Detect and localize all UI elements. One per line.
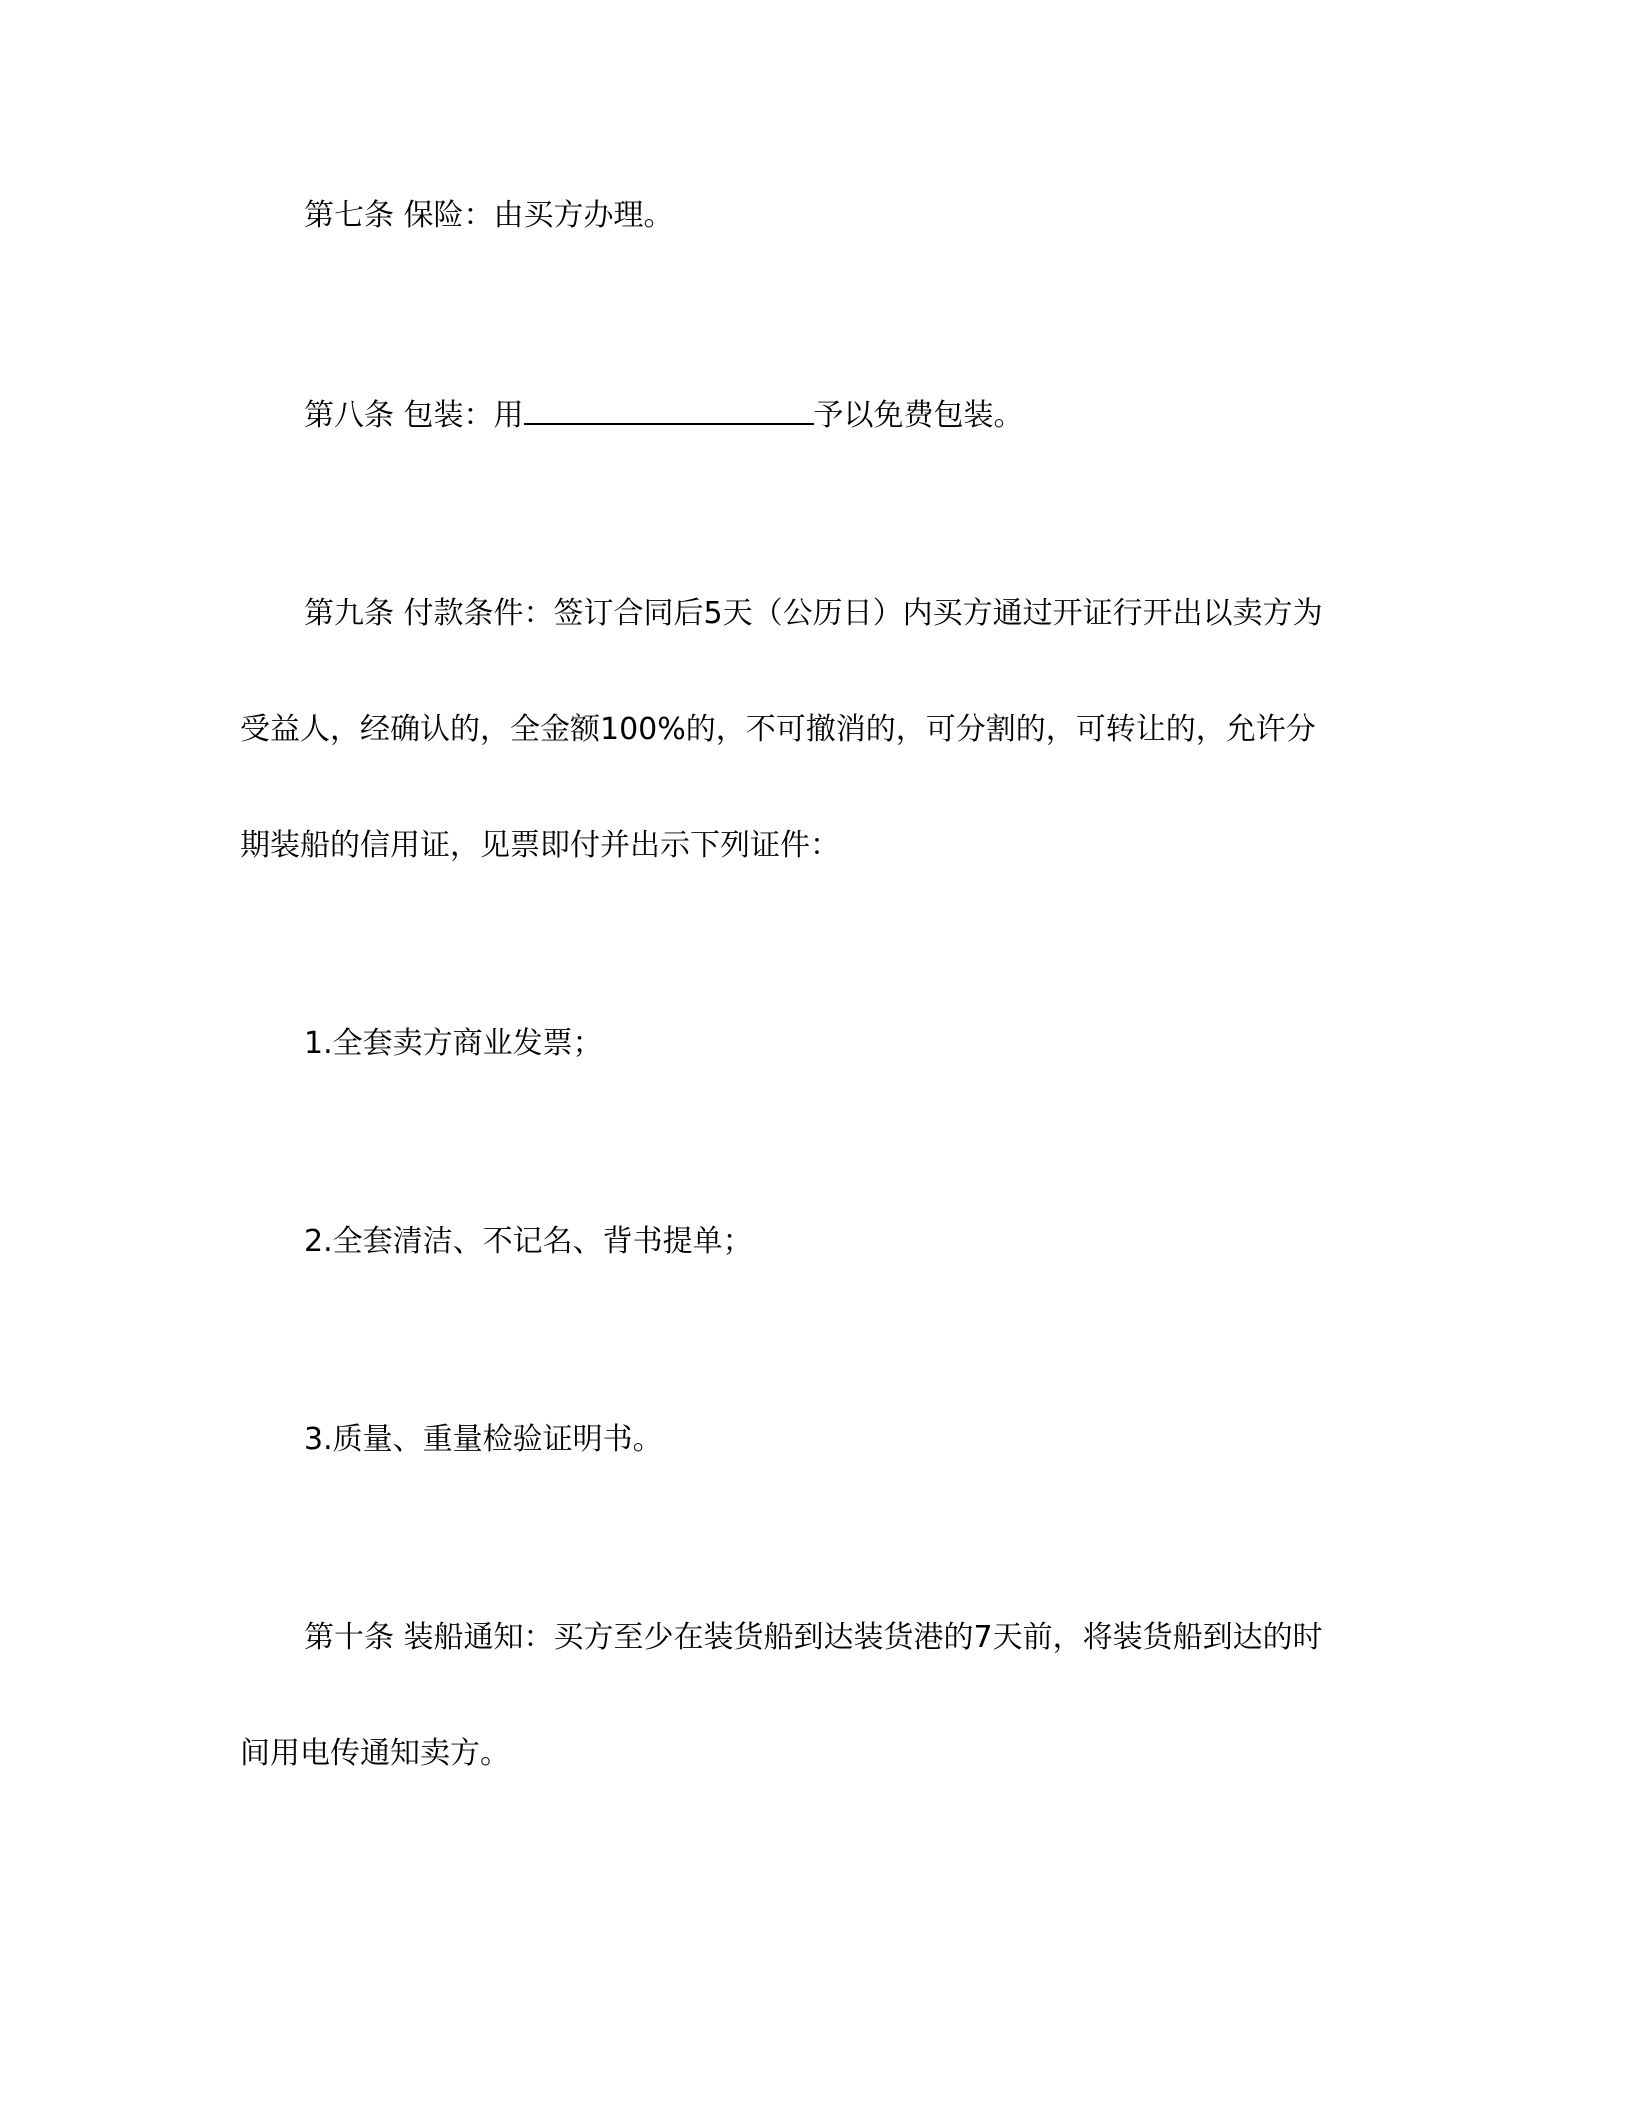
article-9-line-3: 期装船的信用证，见票即付并出示下列证件：: [240, 828, 840, 863]
article-8-suffix: 予以免费包装。: [813, 398, 1024, 433]
list-item-3: 3.质量、重量检验证明书。: [304, 1422, 663, 1457]
article-10-line-2: 间用电传通知卖方。: [240, 1736, 510, 1771]
article-8: [304, 396, 1454, 436]
article-9-line-1: 第九条 付款条件：签订合同后5天（公历日）内买方通过开证行开出以卖方为: [304, 596, 1323, 631]
article-7: 第七条 保险：由买方办理。: [304, 198, 674, 233]
list-item-1: 1.全套卖方商业发票；: [304, 1026, 603, 1061]
article-9-line-2: 受益人，经确认的，全金额100%的，不可撤消的，可分割的，可转让的，允许分: [240, 712, 1316, 747]
list-item-2: 2.全套清洁、不记名、背书提单；: [304, 1224, 753, 1259]
article-10-line-1: 第十条 装船通知：买方至少在装货船到达装货港的7天前，将装货船到达的时: [304, 1620, 1323, 1655]
article-8-prefix: 第八条 包装：用: [304, 398, 524, 433]
packaging-blank: [524, 397, 814, 425]
